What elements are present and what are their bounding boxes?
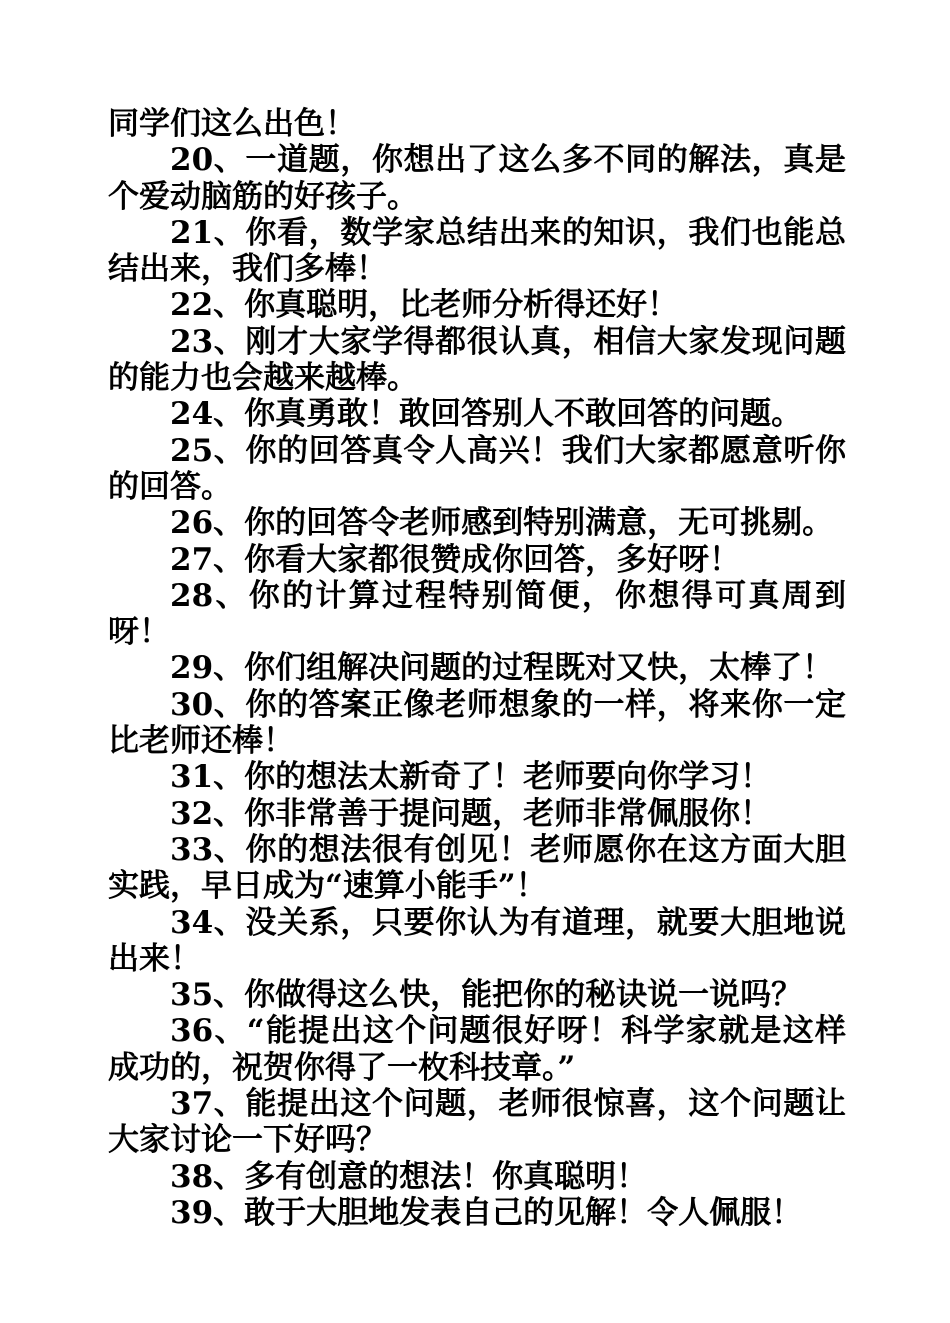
paragraph-item-22: 22、你真聪明，比老师分析得还好！	[170, 287, 679, 324]
paragraph-item-26: 26、你的回答令老师感到特别满意，无可挑剔。	[170, 505, 834, 542]
paragraph-item-27: 27、你看大家都很赞成你回答，多好呀！	[170, 541, 741, 578]
paragraph-item-25: 25、你的回答真令人高兴！我们大家都愿意听你的回答。	[108, 432, 846, 505]
paragraph-item-32: 32、你非常善于提问题，老师非常佩服你！	[170, 795, 772, 832]
paragraph-item-34: 34、没关系，只要你认为有道理，就要大胆地说出来！	[108, 904, 846, 977]
paragraph-item-30: 30、你的答案正像老师想象的一样，将来你一定比老师还棒！	[108, 686, 846, 760]
paragraph-item-35: 35、你做得这么快，能把你的秘诀说一说吗？	[170, 977, 803, 1014]
paragraph-item-31: 31、你的想法太新奇了！老师要向你学习！	[170, 759, 772, 796]
paragraph-item-24: 24、你真勇敢！敢回答别人不敢回答的问题。	[170, 396, 803, 433]
paragraph-item-21: 21、你看，数学家总结出来的知识，我们也能总结出来，我们多棒！	[108, 214, 846, 288]
paragraph-item-33: 33、你的想法很有创见！老师愿你在这方面大胆实践，早日成为“速算小能手”！	[108, 831, 846, 905]
paragraph-item-29: 29、你们组解决问题的过程既对又快，太棒了！	[170, 650, 834, 687]
paragraph-continuation: 同学们这么出色！	[108, 106, 356, 142]
paragraph-item-28: 28、你的计算过程特别简便，你想得可真周到呀！	[108, 577, 846, 651]
paragraph-item-20: 20、一道题，你想出了这么多不同的解法，真是个爱动脑筋的好孩子。	[108, 142, 846, 215]
paragraph-item-39: 39、敢于大胆地发表自己的见解！令人佩服！	[170, 1194, 803, 1231]
document-body	[108, 106, 846, 1231]
paragraph-item-37: 37、能提出这个问题，老师很惊喜，这个问题让大家讨论一下好吗？	[108, 1086, 846, 1159]
paragraph-item-38: 38、多有创意的想法！你真聪明！	[170, 1158, 648, 1195]
paragraph-item-23: 23、刚才大家学得都很认真，相信大家发现问题的能力也会越来越棒。	[108, 323, 846, 397]
paragraph-item-36: 36、“能提出这个问题很好呀！科学家就是这样成功的，祝贺你得了一枚科技章。”	[108, 1013, 846, 1086]
